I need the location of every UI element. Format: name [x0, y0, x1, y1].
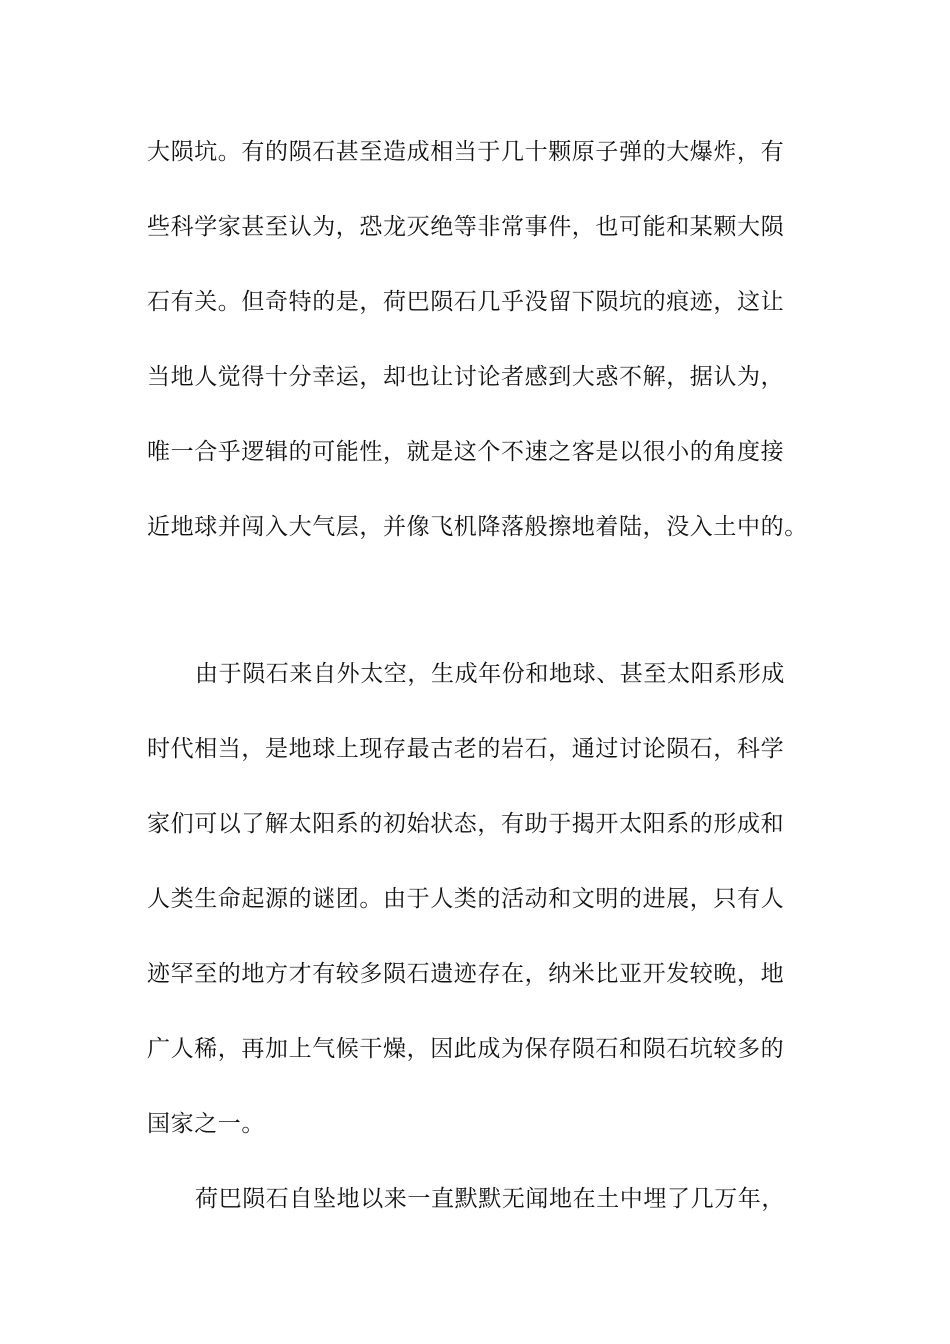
paragraph-3-line-1: 荷巴陨石自坠地以来一直默默无闻地在土中埋了几万年， — [195, 1186, 785, 1212]
paragraph-1-line-4: 当地人觉得十分幸运，却也让讨论者感到大惑不解，据认为， — [147, 364, 785, 390]
paragraph-1-line-6: 近地球并闯入大气层，并像飞机降落般擦地着陆，没入土中的。 — [147, 514, 808, 540]
paragraph-2-line-7: 国家之一。 — [147, 1111, 265, 1137]
paragraph-1-line-1: 大陨坑。有的陨石甚至造成相当于几十颗原子弹的大爆炸，有 — [147, 139, 785, 165]
paragraph-2-line-6: 广人稀，再加上气候干燥，因此成为保存陨石和陨石坑较多的 — [147, 1036, 785, 1062]
paragraph-1-line-5: 唯一合乎逻辑的可能性，就是这个不速之客是以很小的角度接 — [147, 439, 785, 465]
paragraph-2-line-5: 迹罕至的地方才有较多陨石遗迹存在，纳米比亚开发较晚，地 — [147, 961, 785, 987]
paragraph-1-line-2: 些科学家甚至认为，恐龙灭绝等非常事件，也可能和某颗大陨 — [147, 214, 785, 240]
paragraph-2-line-1: 由于陨石来自外太空，生成年份和地球、甚至太阳系形成 — [195, 661, 785, 687]
paragraph-2-line-3: 家们可以了解太阳系的初始状态，有助于揭开太阳系的形成和 — [147, 811, 785, 837]
paragraph-1-line-3: 石有关。但奇特的是，荷巴陨石几乎没留下陨坑的痕迹，这让 — [147, 289, 785, 315]
paragraph-2-line-2: 时代相当，是地球上现存最古老的岩石，通过讨论陨石，科学 — [147, 736, 785, 762]
paragraph-2-line-4: 人类生命起源的谜团。由于人类的活动和文明的进展，只有人 — [147, 886, 785, 912]
